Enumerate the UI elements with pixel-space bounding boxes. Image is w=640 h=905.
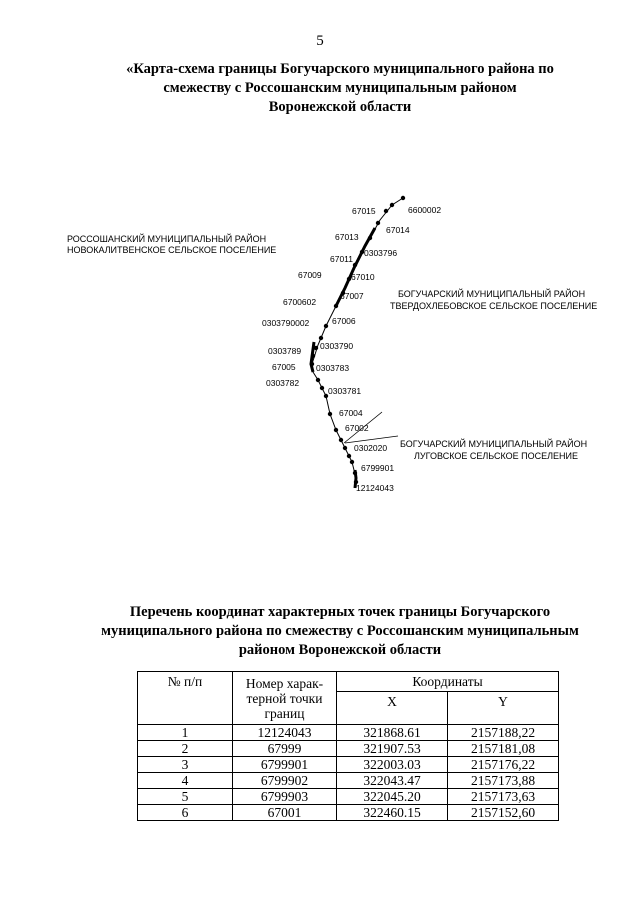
point-label: 67007 bbox=[340, 291, 364, 301]
row-number: 4 bbox=[138, 773, 233, 789]
point-label: 67004 bbox=[339, 408, 363, 418]
point-label: 67002 bbox=[345, 423, 369, 433]
table-row bbox=[138, 773, 559, 789]
point-label: 67010 bbox=[351, 272, 375, 282]
row-y: 2157152,60 bbox=[448, 805, 559, 821]
point-label: 67013 bbox=[335, 232, 359, 242]
table-row bbox=[138, 805, 559, 821]
point-label: 0302020 bbox=[354, 443, 388, 453]
table-row bbox=[138, 741, 559, 757]
point-label: 67009 bbox=[298, 270, 322, 280]
point-label: 0303783 bbox=[316, 363, 350, 373]
row-point: 67001 bbox=[233, 805, 337, 821]
region-label: РОССОШАНСКИЙ МУНИЦИПАЛЬНЫЙ РАЙОН bbox=[67, 234, 267, 244]
map-point bbox=[319, 336, 323, 340]
row-y: 2157173,88 bbox=[448, 773, 559, 789]
row-number: 2 bbox=[138, 741, 233, 757]
page-number: 5 bbox=[316, 33, 324, 49]
point-label: 0303782 bbox=[266, 378, 300, 388]
region-label: БОГУЧАРСКИЙ МУНИЦИПАЛЬНЫЙ РАЙОН bbox=[400, 439, 588, 449]
row-x: 322003.03 bbox=[337, 757, 448, 773]
point-label: 12124043 bbox=[356, 483, 394, 493]
row-point: 12124043 bbox=[233, 725, 337, 741]
map-point bbox=[347, 454, 351, 458]
coordinates-table bbox=[137, 671, 559, 821]
header-number: № п/п bbox=[138, 672, 233, 725]
map-point bbox=[376, 221, 380, 225]
coordinates-list-title bbox=[60, 603, 620, 660]
map-point bbox=[339, 438, 343, 442]
point-label: 67015 bbox=[352, 206, 376, 216]
header-point-line: границ bbox=[264, 705, 305, 721]
row-point: 6799903 bbox=[233, 789, 337, 805]
row-y: 2157188,22 bbox=[448, 725, 559, 741]
row-point: 67999 bbox=[233, 741, 337, 757]
map-point bbox=[324, 324, 328, 328]
row-y: 2157181,08 bbox=[448, 741, 559, 757]
region-label: ЛУГОВСКОЕ СЕЛЬСКОЕ ПОСЕЛЕНИЕ bbox=[414, 451, 578, 461]
map-point bbox=[350, 460, 354, 464]
map-point bbox=[401, 196, 405, 200]
boundary-map bbox=[0, 180, 640, 500]
header-point-number bbox=[233, 672, 337, 725]
row-number: 6 bbox=[138, 805, 233, 821]
point-label: 67014 bbox=[386, 225, 410, 235]
region-label: БОГУЧАРСКИЙ МУНИЦИПАЛЬНЫЙ РАЙОН bbox=[398, 289, 586, 299]
point-label: 0303796 bbox=[364, 248, 398, 258]
point-label: 67006 bbox=[332, 316, 356, 326]
row-x: 322043.47 bbox=[337, 773, 448, 789]
row-x: 322460.15 bbox=[337, 805, 448, 821]
point-label: 0303789 bbox=[268, 346, 302, 356]
header-point-line: терной точки bbox=[246, 690, 323, 706]
title-line-1: «Карта-схема границы Богучарского муниципального района по bbox=[126, 61, 554, 77]
header-y: Y bbox=[448, 692, 559, 725]
region-label: ТВЕРДОХЛЕБОВСКОЕ СЕЛЬСКОЕ ПОСЕЛЕНИЕ bbox=[390, 301, 598, 311]
region-label: НОВОКАЛИТВЕНСКОЕ СЕЛЬСКОЕ ПОСЕЛЕНИЕ bbox=[67, 245, 277, 255]
table-row bbox=[138, 725, 559, 741]
row-point: 6799902 bbox=[233, 773, 337, 789]
map-point bbox=[353, 471, 357, 475]
list-title-line-3: районом Воронежской области bbox=[238, 642, 442, 658]
point-label: 6600002 bbox=[408, 205, 442, 215]
title-line-2: смежеству с Россошанским муниципальным районом bbox=[163, 80, 517, 96]
header-coordinates: Координаты bbox=[337, 672, 559, 692]
document-title bbox=[80, 60, 600, 117]
row-number: 5 bbox=[138, 789, 233, 805]
map-point bbox=[334, 428, 338, 432]
map-point bbox=[310, 362, 314, 366]
row-x: 321868.61 bbox=[337, 725, 448, 741]
map-point bbox=[328, 412, 332, 416]
row-point: 6799901 bbox=[233, 757, 337, 773]
point-label: 0303790002 bbox=[262, 318, 310, 328]
map-point bbox=[311, 354, 315, 358]
header-x: X bbox=[337, 692, 448, 725]
row-x: 322045.20 bbox=[337, 789, 448, 805]
row-number: 3 bbox=[138, 757, 233, 773]
row-x: 321907.53 bbox=[337, 741, 448, 757]
map-point bbox=[334, 304, 338, 308]
map-point bbox=[343, 446, 347, 450]
point-label: 0303781 bbox=[328, 386, 362, 396]
point-label: 67005 bbox=[272, 362, 296, 372]
table-row bbox=[138, 757, 559, 773]
point-label: 6700602 bbox=[283, 297, 317, 307]
row-number: 1 bbox=[138, 725, 233, 741]
table-row bbox=[138, 789, 559, 805]
adjacent-boundary-line bbox=[345, 436, 398, 443]
point-label: 67011 bbox=[330, 254, 354, 264]
map-point bbox=[314, 346, 318, 350]
map-point bbox=[368, 236, 372, 240]
map-point bbox=[320, 386, 324, 390]
header-point-line: Номер харак- bbox=[245, 675, 324, 691]
point-label: 6799901 bbox=[361, 463, 395, 473]
row-y: 2157176,22 bbox=[448, 757, 559, 773]
map-point bbox=[390, 203, 394, 207]
list-title-line-1: Перечень координат характерных точек границы Богучарского bbox=[129, 604, 551, 620]
point-label: 0303790 bbox=[320, 341, 354, 351]
title-line-3: Воронежской области bbox=[268, 99, 412, 115]
map-point bbox=[316, 378, 320, 382]
row-y: 2157173,63 bbox=[448, 789, 559, 805]
map-point bbox=[384, 209, 388, 213]
list-title-line-2: муниципального района по смежеству с Россошанским муниципальным bbox=[101, 623, 579, 639]
map-point bbox=[353, 263, 357, 267]
